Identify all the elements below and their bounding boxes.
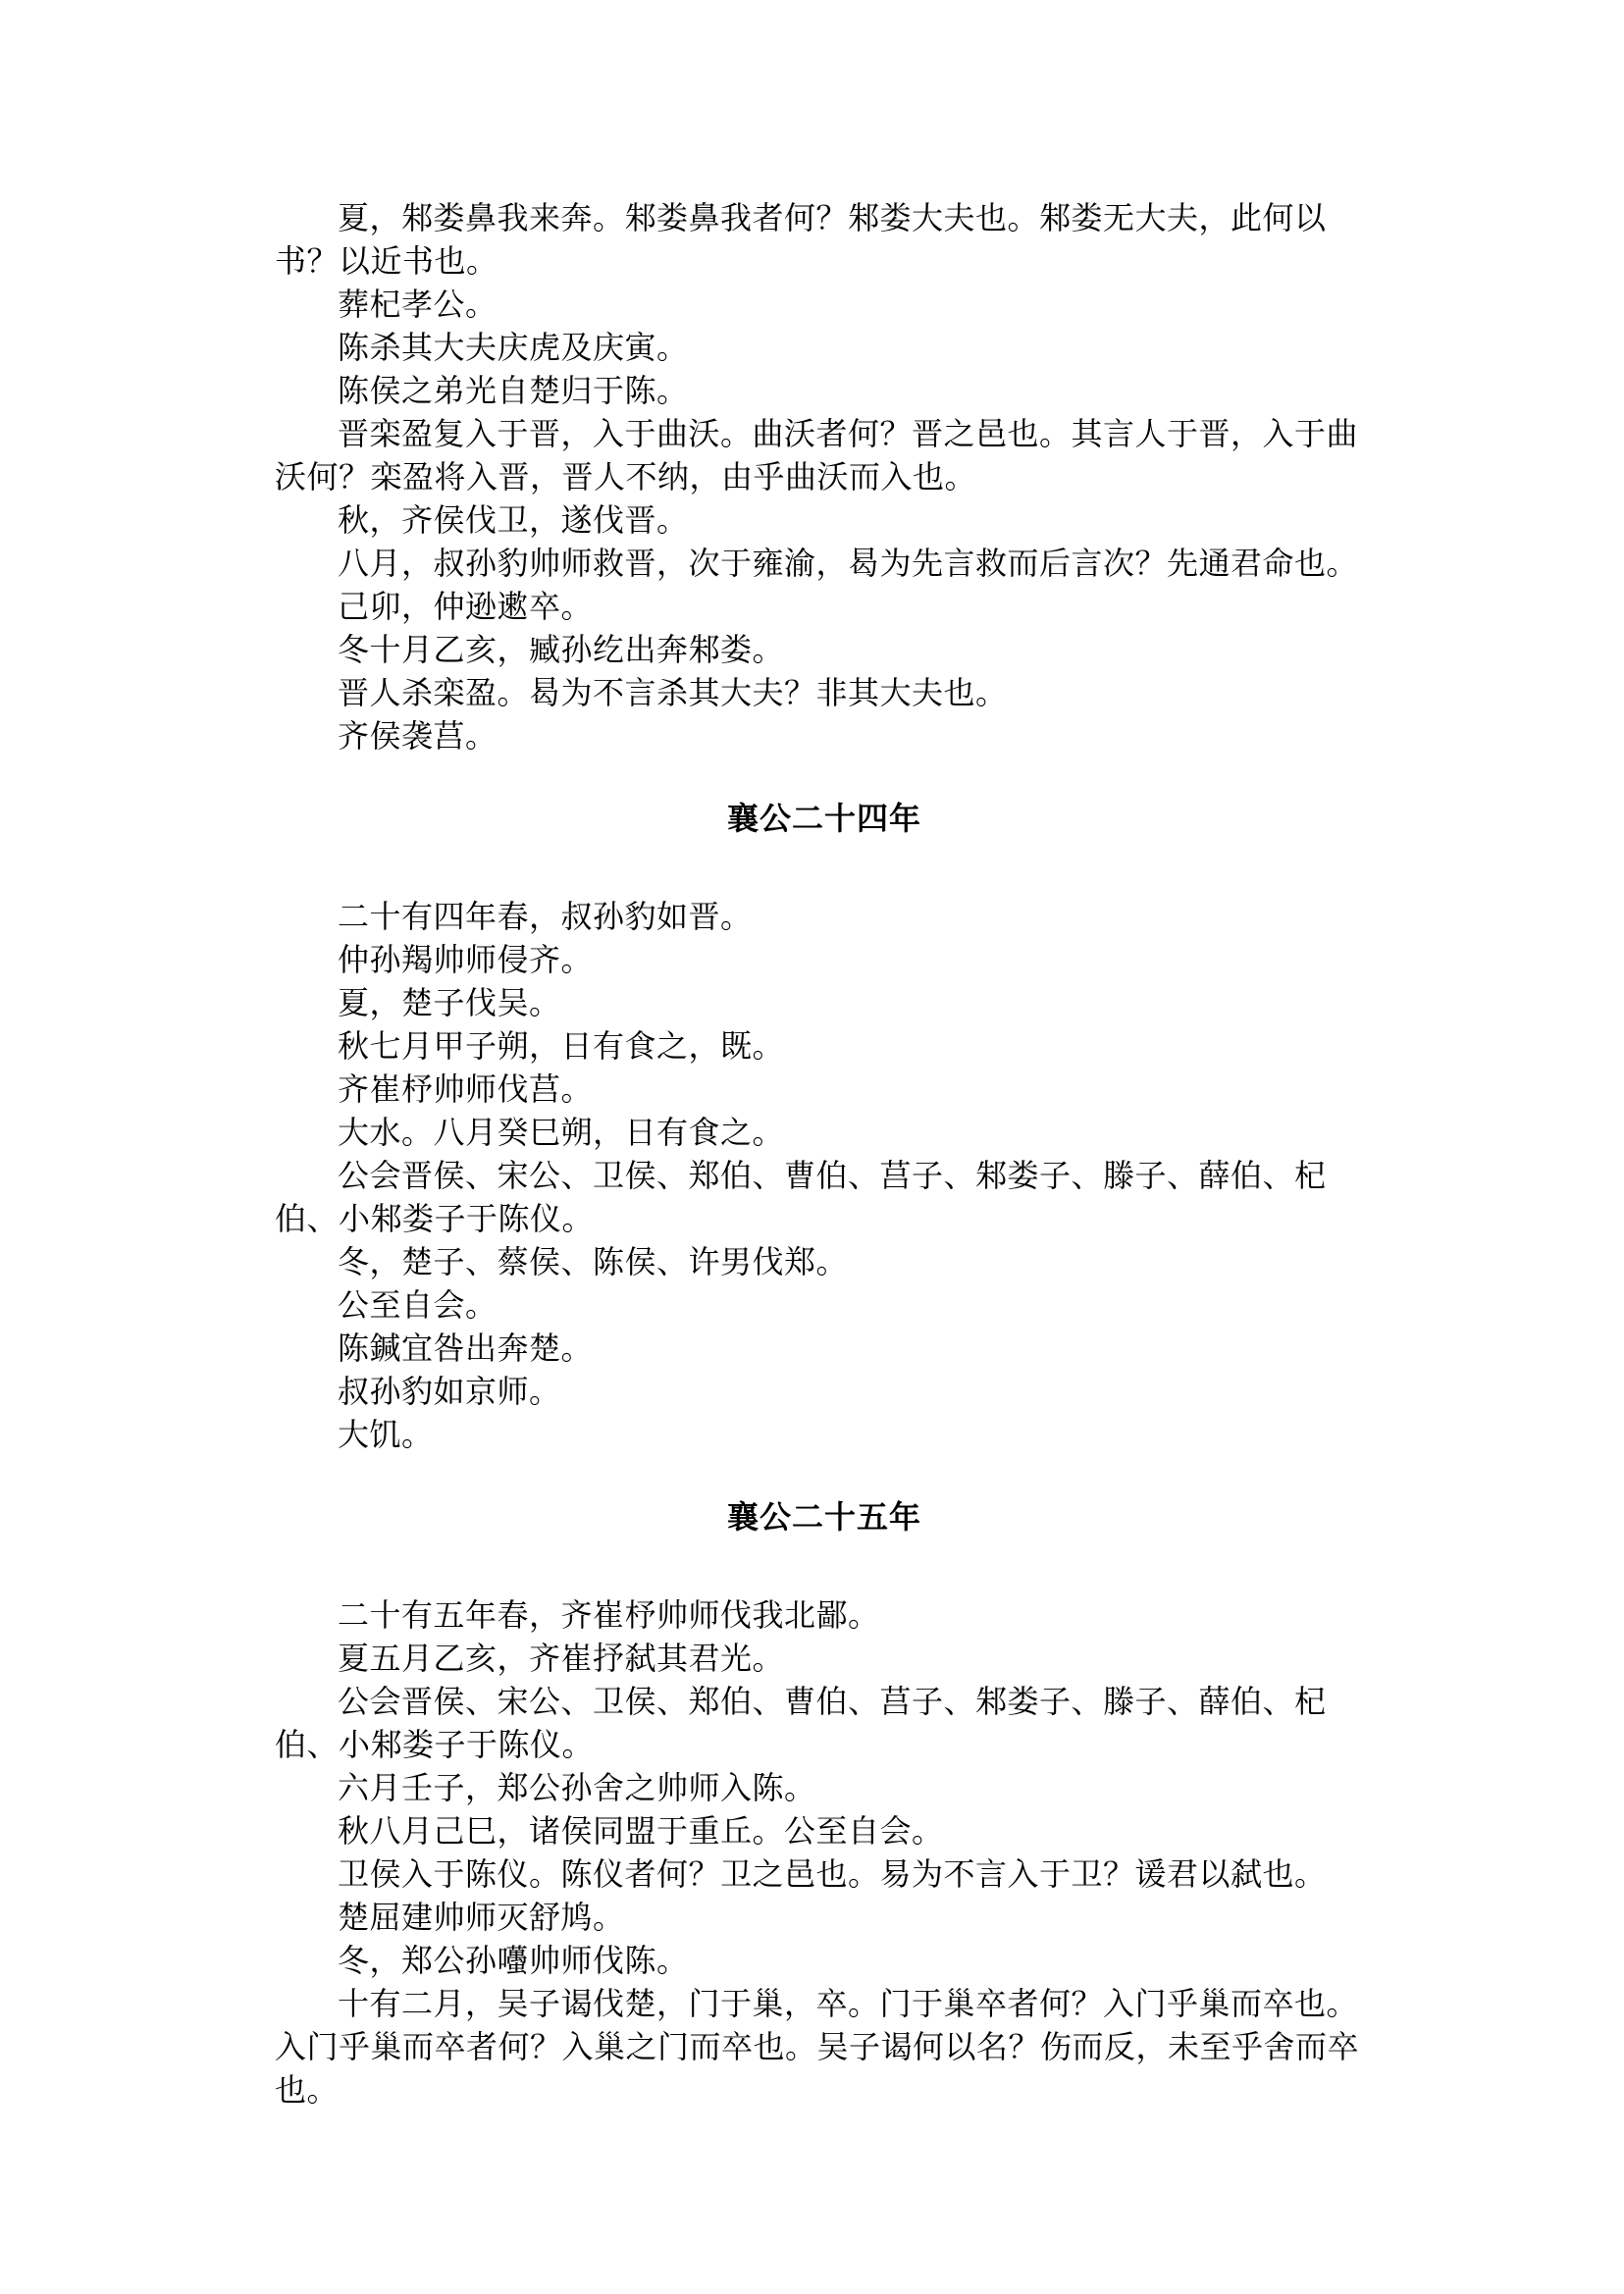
section-2: [275, 895, 1374, 1456]
paragraph: 陈侯之弟光自楚归于陈。: [338, 372, 689, 409]
section-1: [275, 196, 1374, 757]
paragraph: 卫侯入于陈仪。陈仪者何？卫之邑也。易为不言入于卫？谖君以弑也。: [338, 1855, 1327, 1893]
paragraph: 晋人杀栾盈。曷为不言杀其大夫？非其大夫也。: [338, 674, 1008, 711]
paragraph: 葬杞孝公。: [338, 286, 498, 323]
paragraph: 己卯，仲逊遬卒。: [338, 588, 594, 625]
section-heading-24: 襄公二十四年: [726, 800, 921, 837]
paragraph: 公会晋侯、宋公、卫侯、郑伯、曹伯、莒子、邾娄子、滕子、薛伯、杞伯、小邾娄子于陈仪。: [275, 1157, 1327, 1237]
paragraph: 八月，叔孙豹帅师救晋，次于雍渝，曷为先言救而后言次？先通君命也。: [338, 545, 1359, 582]
paragraph: 秋七月甲子朔，日有食之，既。: [338, 1027, 785, 1065]
paragraph: 秋八月己巳，诸侯同盟于重丘。公至自会。: [338, 1812, 944, 1850]
paragraph: 十有二月，吴子谒伐楚，门于巢，卒。门于巢卒者何？入门乎巢而卒也。入门乎巢而卒者何？入巢之门而卒也。吴子谒何以名？伤而反，未至乎舍而卒也。: [275, 1985, 1360, 2109]
section-3: [275, 1593, 1374, 2112]
paragraph: 夏，楚子伐吴。: [338, 984, 561, 1021]
paragraph: 夏五月乙亥，齐崔抒弑其君光。: [338, 1640, 785, 1677]
document-page: [275, 196, 1374, 2112]
paragraph: 齐侯袭莒。: [338, 717, 498, 755]
paragraph: 六月壬子，郑公孙舍之帅师入陈。: [338, 1769, 816, 1806]
paragraph: 二十有五年春，齐崔杼帅师伐我北鄙。: [338, 1596, 880, 1634]
paragraph: 叔孙豹如京师。: [338, 1373, 561, 1410]
paragraph: 大水。八月癸巳朔，日有食之。: [338, 1114, 785, 1151]
paragraph: 大饥。: [338, 1416, 434, 1453]
paragraph: 公会晋侯、宋公、卫侯、郑伯、曹伯、莒子、邾娄子、滕子、薛伯、杞伯、小邾娄子于陈仪。: [275, 1683, 1327, 1763]
paragraph: 秋，齐侯伐卫，遂伐晋。: [338, 501, 689, 539]
paragraph: 二十有四年春，叔孙豹如晋。: [338, 898, 753, 935]
paragraph: 公至自会。: [338, 1286, 498, 1324]
paragraph: 冬，郑公孙囆帅师伐陈。: [338, 1942, 689, 1979]
paragraph: 楚屈建帅师灭舒鸠。: [338, 1899, 625, 1936]
paragraph: 晋栾盈复入于晋，入于曲沃。曲沃者何？晋之邑也。其言人于晋，入于曲沃何？栾盈将入晋，晋人不纳，由乎曲沃而入也。: [275, 415, 1359, 495]
paragraph: 陈杀其大夫庆虎及庆寅。: [338, 329, 689, 366]
paragraph: 仲孙羯帅师侵齐。: [338, 941, 594, 978]
paragraph: 冬十月乙亥，臧孙纥出奔邾娄。: [338, 631, 785, 668]
paragraph: 齐崔杼帅师伐莒。: [338, 1070, 594, 1108]
paragraph: 夏，邾娄鼻我来奔。邾娄鼻我者何？邾娄大夫也。邾娄无大夫，此何以书？以近书也。: [275, 199, 1327, 280]
paragraph: 陈鍼宜咎出奔楚。: [338, 1329, 594, 1367]
section-heading-25: 襄公二十五年: [726, 1498, 921, 1536]
paragraph: 冬，楚子、蔡侯、陈侯、许男伐郑。: [338, 1243, 849, 1280]
